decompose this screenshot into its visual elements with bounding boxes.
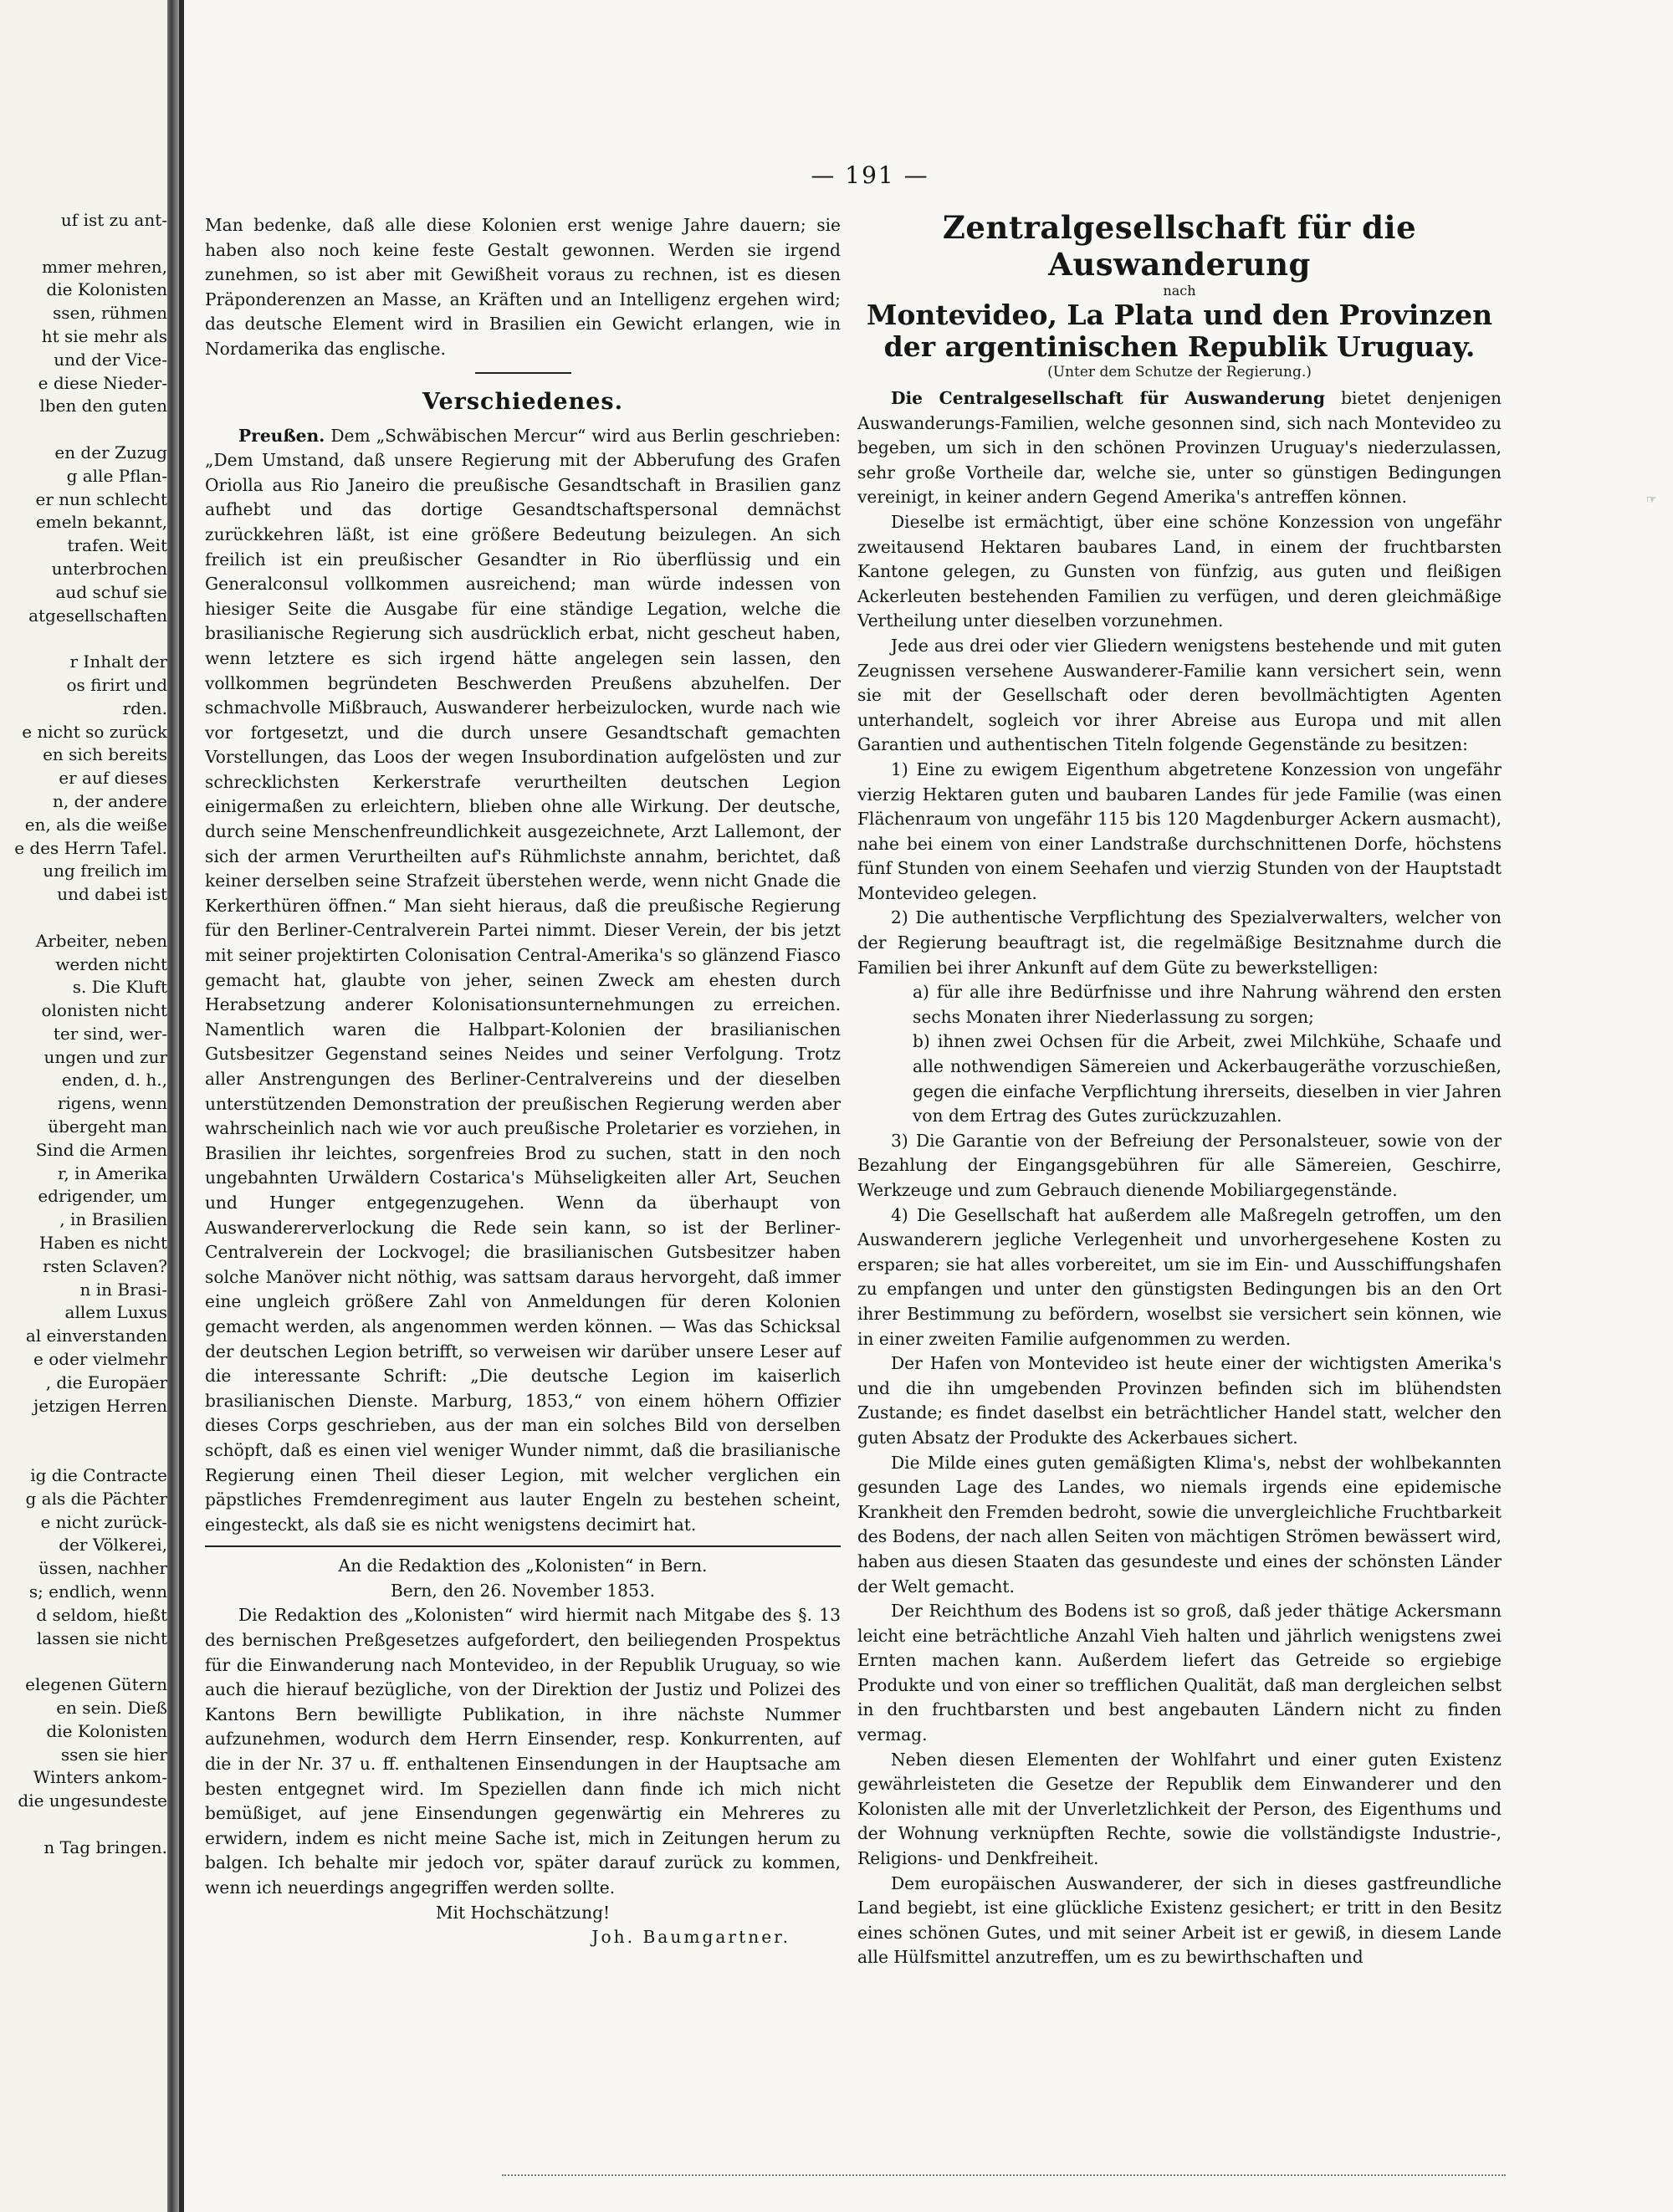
left-column-line: ssen sie hier — [60, 1744, 167, 1765]
left-column-line: atgesellschaften — [28, 605, 167, 626]
left-column-line: edrigender, um — [38, 1186, 167, 1207]
left-column-line: g als die Pächter — [25, 1488, 167, 1509]
page-number: — 191 — — [811, 161, 929, 189]
column-2 — [857, 209, 1502, 1970]
ad-subtitle: Montevideo, La Plata und den Provinzen der argentinischen Republik Uruguay. — [866, 299, 1493, 363]
intro-paragraph: Man bedenke, daß alle diese Kolonien erst wenige Jahre dauern; sie haben also noch keine feste Gestalt gewonnen. Werden sie irgend zunehmen, so ist aber mit Gewißheit voraus zu rechnen, ist es diesen Präponderenzen an Masse, an Kräften und an Intelligenz ergehen wird; das deutsche Element wird in Brasilien ein Gewicht erlangen, wie in Nordamerika das englische. — [205, 215, 841, 359]
letter-heading: An die Redaktion des „Kolonisten“ in Bern. — [338, 1556, 708, 1576]
scan-edge-noise — [502, 2174, 1506, 2186]
left-column-line: e nicht so zurück — [22, 721, 167, 742]
ad-paragraph: Jede aus drei oder vier Gliedern wenigstens bestehende und mit guten Zeugnissen versehene Auswanderer-Familie kann versichert sein, wenn sie mit der Gesellschaft oder deren bevollmächtigten Agenten unterhandelt, sogleich vor ihrer Abreise aus Europa und mit allen Garantien und authentischen Titeln folgende Gegenstände zu besitzen: — [857, 635, 1502, 755]
ad-list-item: 1) Eine zu ewigem Eigenthum abgetretene Konzession von ungefähr vierzig Hektaren guten und baubaren Landes für jede Familie (was einen Flächenraum von ungefähr 115 bis 120 Magdenburger Ackern ausmacht), nahe bei einem von einer Landstraße durchschnittenen Dorfe, höchstens fünf Stunden von einem Seehafen und vierzig Stunden von der Hauptstadt Montevideo gelegen. — [857, 759, 1502, 903]
ad-title: Zentralgesellschaft für die Auswanderung — [942, 209, 1417, 283]
left-column-line: ht sie mehr als — [41, 325, 167, 346]
news-article — [205, 424, 841, 1538]
left-column-line: d seldom, hießt — [36, 1604, 167, 1625]
ad-list-item: 3) Die Garantie von der Befreiung der Personalsteuer, sowie von der Bezahlung der Eingangsgebühren für alle Sämereien, Geschirre, Werkzeuge und zum Gebrauch dienende Mobiliargegenstände. — [857, 1130, 1502, 1200]
left-column-line — [0, 1418, 167, 1441]
left-column-line — [0, 627, 167, 651]
left-column-line: e diese Nieder- — [38, 372, 167, 393]
left-column-fragments — [0, 209, 167, 1860]
left-column-line: rden. — [122, 697, 167, 718]
left-column-line: s. Die Kluft — [72, 977, 167, 998]
ad-nach: nach — [1163, 283, 1196, 299]
left-column-line: ig die Contracte — [30, 1465, 167, 1486]
left-column-line: g alle Pflan- — [66, 465, 167, 486]
left-column-line — [0, 1813, 167, 1837]
ad-sublist-item: b) ihnen zwei Ochsen für die Arbeit, zwei Milchkühe, Schaafe und alle nothwendigen Sämereien und Ackerbaugeräthe vorzuschießen, gegen die einfache Verpflichtung ihrerseits, dieselben in vier Jahren von dem Ertrag des Gutes zurückzuzahlen. — [913, 1031, 1502, 1126]
left-column-line: olonisten nicht — [41, 1000, 167, 1021]
ad-paragraph-text: bietet denjenigen Auswanderungs-Familien, welche gesonnen sind, sich nach Montevideo zu begeben, um sich in den schönen Provinzen Uruguay's niederzulassen, sehr große Vortheile dar, welche sie, unter so günstigen Bedingungen vereinigt, in keiner andern Gegend Amerika's antreffen können. — [857, 388, 1502, 508]
left-column-line: üssen, nachher — [38, 1558, 167, 1579]
margin-mark: ☞ — [1646, 493, 1657, 507]
left-column-line: Sind die Armen — [35, 1139, 167, 1160]
left-column-line: trafen. Weit — [67, 535, 167, 556]
left-column-line: rsten Sclaven? — [43, 1255, 167, 1276]
left-column-line: , die Europäer — [45, 1372, 167, 1392]
article-lead: Preußen. — [238, 425, 325, 446]
left-column-line: ung freilich im — [43, 861, 167, 881]
ad-paragraph — [857, 386, 1502, 510]
left-column-line: en sein. Dieß — [56, 1698, 167, 1718]
left-column-line: en sich bereits — [43, 744, 167, 765]
ad-paragraph: Der Hafen von Montevideo ist heute einer der wichtigsten Amerika's und die ihn umgebenden Provinzen befinden sich im blühendsten Zustande; es findet daselbst ein beträchtlicher Handel statt, welcher den guten Absatz der Produkte des Ackerbaues sichert. — [857, 1353, 1502, 1448]
left-column-line: er nun schlecht — [35, 488, 167, 509]
left-column-line: lassen sie nicht — [36, 1627, 167, 1648]
left-column-line: Arbeiter, neben — [35, 930, 167, 951]
left-column-line: emeln bekannt, — [35, 512, 167, 533]
left-column-line: lben den guten — [39, 396, 167, 416]
ad-sublist-item: a) für alle ihre Bedürfnisse und ihre Nahrung während den ersten sechs Monaten ihrer Niederlassung zu sorgen; — [913, 982, 1502, 1027]
ad-paragraph: Die Milde eines guten gemäßigten Klima's, nebst der wohlbekannten gesunden Lage des Landes, wo niemals irgends eine epidemische Krankheit den Fremden bedroht, sowie die unvergleichliche Fruchtbarkeit des Bodens, der nach allen Seiten von mächtigen Strömen bewässert wird, haben aus diesen Staaten das gesundeste und eines der schönsten Länder der Welt gemacht. — [857, 1452, 1502, 1596]
left-column-line: n Tag bringen. — [43, 1837, 167, 1857]
ad-paragraph: Der Reichthum des Bodens ist so groß, daß jeder thätige Ackersmann leicht eine beträchtliche Anzahl Vieh halten und jährlich wenigstens zwei Ernten machen kann. Außerdem liefert das Getreide so ergiebige Produkte und von einer so trefflichen Qualität, daß man dergleichen selbst in den fruchtbarsten und best angebauten Ländern nicht zu finden vermag. — [857, 1601, 1502, 1745]
left-column-line: os firirt und — [66, 674, 167, 695]
left-column-line: ungen und zur — [43, 1046, 167, 1067]
left-column-line: er auf dieses — [59, 768, 167, 789]
left-column-line: en, als die weiße — [24, 814, 167, 835]
left-column-line: n, der andere — [53, 790, 167, 811]
left-column-line: die Kolonisten — [46, 1720, 167, 1741]
ad-note: (Unter dem Schutze der Regierung.) — [1047, 364, 1312, 381]
left-column-line: al einverstanden — [25, 1326, 167, 1346]
left-column-line: , in Brasilien — [59, 1209, 167, 1230]
left-facing-page — [0, 0, 171, 2212]
left-column-line: allem Luxus — [64, 1302, 167, 1323]
left-column-line: übergeht man — [48, 1116, 167, 1137]
left-column-line — [0, 907, 167, 930]
page-fold-shadow — [179, 0, 184, 2212]
ad-paragraph: Dem europäischen Auswanderer, der sich in dieses gastfreundliche Land begiebt, ist eine glückliche Existenz gesichert; er tritt in den Besitz eines schönen Gutes, und mit seiner Arbeit ist er gewiß, in diesem Lande alle Hülfsmittel anzutreffen, um es zu bewirthschaften und — [857, 1872, 1502, 1968]
left-column-line: und dabei ist — [57, 884, 167, 905]
left-column-line: n in Brasi- — [79, 1279, 167, 1300]
page-fold — [167, 0, 179, 2212]
left-column-line: r, in Amerika — [58, 1162, 167, 1183]
left-column-line: ter sind, wer- — [53, 1023, 167, 1044]
left-column-line: unterbrochen — [51, 558, 167, 579]
ad-lead: Die Centralgesellschaft für Auswanderung — [891, 388, 1326, 408]
left-column-line: jetzigen Herren — [33, 1395, 167, 1416]
left-column-line: aud schuf sie — [55, 581, 167, 602]
column-1 — [205, 213, 841, 1950]
letter-closing: Mit Hochschätzung! — [435, 1902, 611, 1923]
ad-list-item: 2) Die authentische Verpflichtung des Spezialverwalters, welcher von der Regierung beauftragt ist, die regelmäßige Besitznahme durch die Familien bei ihrer Ankunft auf dem Güte zu bewerkstelligen: — [857, 907, 1502, 978]
left-column-line — [0, 418, 167, 442]
left-column-line: werden nicht — [55, 953, 167, 974]
ad-paragraph: Neben diesen Elementen der Wohlfahrt und einer guten Existenz gewährleisteten die Gesetze der Republik dem Einwanderer und den Kolonisten alle mit der Unverletzlichkeit der Person, des Eigenthums und der Wohnung verknüpften Rechte, sowie die vollständigste Industrie-, Religions- und Denkfreiheit. — [857, 1749, 1502, 1869]
left-column-line: enden, d. h., — [61, 1070, 167, 1091]
letter-signature: Joh. Baumgartner. — [591, 1927, 790, 1948]
left-column-line: rigens, wenn — [57, 1093, 167, 1114]
left-column-line: elegenen Gütern — [25, 1674, 167, 1695]
left-column-line: die Kolonisten — [46, 279, 167, 300]
left-column-line: r Inhalt der — [69, 651, 167, 672]
left-column-line — [0, 232, 167, 256]
left-column-line — [0, 1650, 167, 1673]
letter-body: Die Redaktion des „Kolonisten“ wird hiermit nach Mitgabe des §. 13 des bernischen Preßgesetzes aufgefordert, den beiliegenden Prospektus für die Einwanderung nach Montevideo, in der Republik Uruguay, so wie auch die hierauf bezügliche, von der Direktion der Justiz und Polizei des Kantons Bern bewilligte Publikation, in ihre nächste Nummer aufzunehmen, wodurch dem Herrn Einsender, resp. Konkurrenten, auf die in der Nr. 37 u. ff. enthaltenen Einsendungen in der Hauptsache am besten entgegnet wird. Im Speziellen dann finde ich mich nicht bemüßiget, auf jene Einsendungen gegenwärtig ein Mehreres zu erwidern, indem es nicht meine Sache ist, mich in Zeitungen herum zu balgen. Ich behalte mir jedoch vor, später darauf zurück zu kommen, wenn ich neuerdings angegriffen werden sollte. — [205, 1605, 841, 1898]
ad-list-item: 4) Die Gesellschaft hat außerdem alle Maßregeln getroffen, um den Auswanderern jegliche Verlegenheit und unvorhergesehene Kosten zu ersparen; sie hat alles vorbereitet, um sie im Ein- und Ausschiffungshafen zu empfangen und unter den günstigsten Bedingungen bis an den Ort ihrer Bestimmung zu befördern, woselbst sie versichert sein können, wie in einer zweiten Familie aufgenommen zu werden. — [857, 1204, 1502, 1349]
left-column-line: en der Zuzug — [54, 442, 167, 462]
left-column-line: Haben es nicht — [38, 1233, 167, 1254]
left-column-line: Winters ankom- — [33, 1767, 167, 1788]
left-column-line: der Völkerei, — [59, 1535, 167, 1556]
left-column-line: s; endlich, wenn — [28, 1581, 167, 1602]
section-title: Verschiedenes. — [422, 388, 624, 415]
left-column-line: e oder vielmehr — [33, 1349, 167, 1370]
ad-paragraph: Dieselbe ist ermächtigt, über eine schöne Konzession von ungefähr zweitausend Hektaren baubares Land, in einem der fruchtbarsten Kantone gelegen, zu Gunsten von fünfzig, aus guten und fleißigen Ackerleuten bestehenden Familien zu verfügen, und deren gleichmäßige Vertheilung unter dieselben vorzunehmen. — [857, 511, 1502, 631]
left-column-line: und der Vice- — [54, 349, 167, 370]
divider — [205, 1545, 841, 1547]
left-column-line: die ungesundeste — [18, 1791, 167, 1811]
letter-dateline: Bern, den 26. November 1853. — [390, 1580, 656, 1601]
left-column-line: ssen, rühmen — [53, 303, 167, 324]
divider — [475, 372, 571, 374]
left-column-line: e nicht zurück- — [40, 1511, 167, 1532]
left-column-line — [0, 1441, 167, 1464]
left-column-line: e des Herrn Tafel. — [14, 837, 167, 858]
left-column-line: uf ist zu ant- — [60, 210, 167, 230]
left-column-line: mmer mehren, — [42, 256, 167, 277]
article-body: Dem „Schwäbischen Mercur“ wird aus Berlin geschrieben: „Dem Umstand, daß unsere Regierung mit der Abberufung des Grafen Oriolla aus Rio Janeiro die preußische Gesandtschaft in Brasilien ganz aufhebt und das dortige Gesandtschaftspersonal demnächst zurückkehren läßt, ist eine größere Bedeutung beizulegen. An sich freilich ist ein preußischer Gesandter in Rio überflüssig und ein Generalconsul vollkommen ausreichend; man würde indessen von hiesiger Seite die Ausgabe für eine ständige Legation, welche die brasilianische Regierung sich ausdrücklich erbat, nicht gescheut haben, wenn letztere es sich irgend hätte angelegen sein lassen, den vollkommen begründeten Beschwerden Preußens abzuhelfen. Der schmachvolle Mißbrauch, Auswanderer herbeizulocken, wurde nach wie vor fortgesetzt, und die durch unsere Gesandtschaft gemachten Vorstellungen, das Loos der wegen Insubordination aufgelösten und zur schrecklichsten Kerkerstrafe verurtheilten deutschen Legion einigermaßen zu erleichtern, blieben ohne alle Wirkung. Der deutsche, durch seine Menschenfreundlichkeit ausgezeichnete, Arzt Lallemont, der sich der armen Verurtheilten auf's Rühmlichste annahm, berichtet, daß keiner derselben seine Strafzeit überstehen werde, wenn nicht Gnade die Kerkerthüren öffnen.“ Man sieht hieraus, daß die preußische Regierung für den Berliner-Centralverein Partei nimmt. Dieser Verein, der bis jetzt mit seiner projektirten Colonisation Central-Amerika's so glänzend Fiasco gemacht hat, glaubte von jeher, seinen Zweck am ehesten durch Herabsetzung anderer Kolonisationsunternehmungen zu erreichen. Namentlich waren die Halbpart-Kolonien der brasilianischen Gutsbesitzer Gegenstand seines Neides und seiner Verfolgung. Trotz aller Anstrengungen des Berliner-Centralvereins und der dieselben unterstützenden Demonstration der preußischen Regierung werden aber wahrscheinlich nach wie vor auch preußische Proletarier es vorziehen, in Brasilien ihr leichtes, sorgenfreies Brod zu suchen, statt in den noch ungebahnten Urwäldern Costarica's Mühseligkeiten aller Art, Seuchen und Hunger entgegenzugehen. Wenn da überhaupt von Auswandererverlockung die Rede sein kann, so ist der Berliner-Centralverein der Lockvogel; die brasilianischen Gutsbesitzer haben solche Manöver nicht nöthig, was sattsam daraus hervorgeht, daß immer eine ungleich größere Zahl von Anmeldungen für deren Kolonien gemacht werden, als angenommen werden können. — Was das Schicksal der deutschen Legion betrifft, so verweisen wir darüber unsere Leser auf die interessante Schrift: „Die deutsche Legion im kaiserlich brasilianischen Dienste. Marburg, 1853,“ von einem höhern Offizier dieses Corps geschrieben, aus der man ein solches Bild von derselben schöpft, daß es einen viel weniger Wunder nimmt, daß die brasilianische Regierung einen Theil dieser Legion, mit welcher verglichen ein päpstliches Fremdenregiment aus lauter Engeln zu bestehen scheint, eingesteckt, als daß sie es nicht wenigstens decimirt hat. — [205, 425, 842, 1535]
